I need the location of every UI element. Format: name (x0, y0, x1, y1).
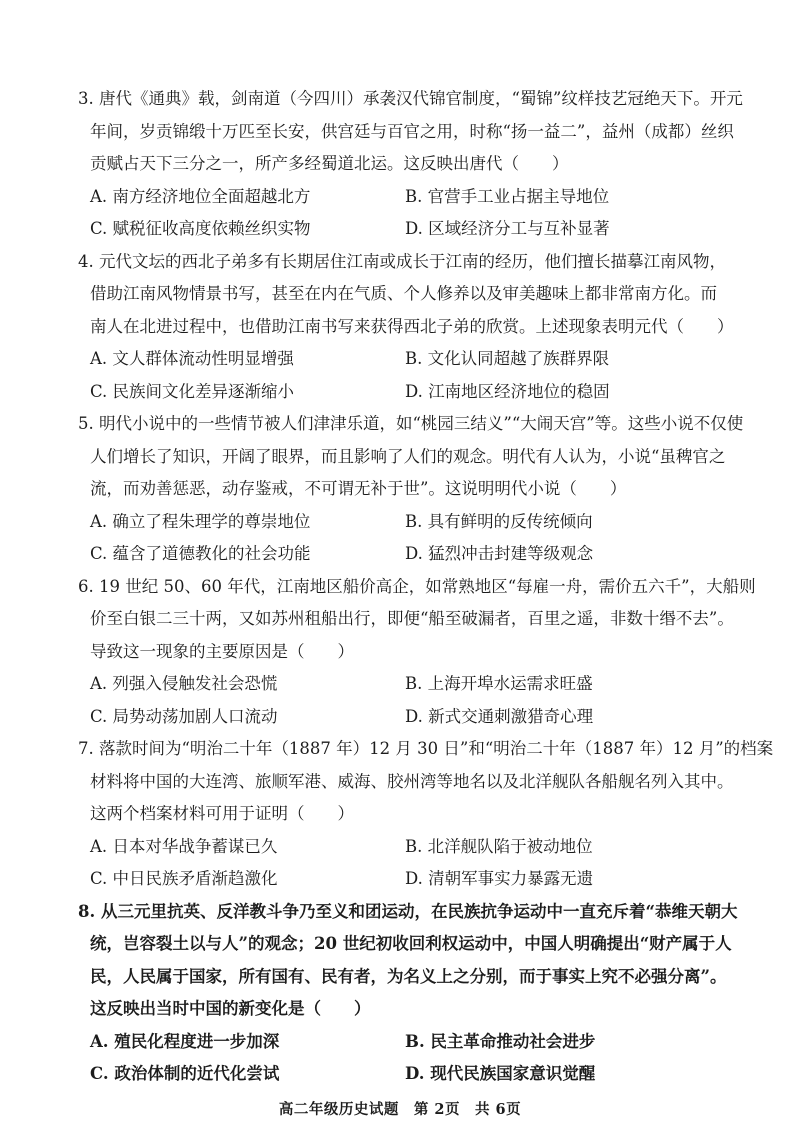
question-stem-line: 统，岂容裂土以与人”的观念；20 世纪初收回利权运动中，中国人明确提出“财产属于人 (90, 934, 732, 953)
question-stem-line: 价至白银二三十两，又如苏州租船出行，即便“船至破漏者，百里之遥，非数十缗不去”。 (90, 609, 734, 628)
answer-option[interactable]: D. 清朝军事实力暴露无遗 (405, 869, 594, 888)
question-stem-line: 6. 19 世纪 50、60 年代，江南地区船价高企，如常熟地区“每雇一舟，需价五六千”，大船则 (78, 576, 756, 596)
question-stem-line: 南人在北进过程中，也借助江南书写来获得西北子弟的欣赏。上述现象表明元代（ ） (90, 316, 734, 336)
answer-option[interactable]: D. 区域经济分工与互补显著 (405, 219, 610, 238)
answer-option[interactable]: A. 确立了程朱理学的尊崇地位 (90, 511, 311, 531)
answer-option[interactable]: C. 赋税征收高度依赖丝织实物 (90, 219, 311, 238)
answer-option[interactable]: B. 北洋舰队陷于被动地位 (405, 836, 593, 856)
question-stem-line: 这反映出当时中国的新变化是（ ） (90, 999, 371, 1018)
question-stem-line: 年间，岁贡锦缎十万匹至长安，供宫廷与百官之用，时称“扬一益二”，益州（成都）丝织 (90, 121, 734, 141)
answer-option[interactable]: A. 殖民化程度进一步加深 (90, 1031, 280, 1051)
answer-option[interactable]: C. 蕴含了道德教化的社会功能 (90, 544, 311, 563)
question-stem-line: 8. 从三元里抗英、反洋教斗争乃至义和团运动，在民族抗争运动中一直充斥着“恭维天朝大 (78, 901, 738, 921)
answer-option[interactable]: C. 民族间文化差异逐渐缩小 (90, 381, 295, 401)
question-stem-line: 3. 唐代《通典》载，剑南道（今四川）承袭汉代锦官制度，“蜀锦”纹样技艺冠绝天下。开元 (78, 89, 743, 108)
question-stem-line: 借助江南风物情景书写，甚至在内在气质、个人修养以及审美趣味上都非常南方化。而 (90, 284, 717, 303)
question-stem-line: 人们增长了知识，开阔了眼界，而且影响了人们的观念。明代有人认为，小说“虽稗官之 (90, 446, 726, 466)
answer-option[interactable]: C. 中日民族矛盾渐趋激化 (90, 869, 278, 888)
answer-option[interactable]: A. 南方经济地位全面超越北方 (90, 186, 311, 206)
answer-option[interactable]: A. 列强入侵触发社会恐慌 (90, 674, 278, 693)
question-stem-line: 7. 落款时间为“明治二十年（1887 年）12 月 30 日”和“明治二十年（1887 年）12 月”的档案 (78, 739, 774, 758)
question-stem-line: 5. 明代小说中的一些情节被人们津津乐道，如“桃园三结义”“大闹天宫”等。这些小说不仅使 (78, 414, 744, 433)
answer-option[interactable]: D. 现代民族国家意识觉醒 (405, 1064, 596, 1083)
answer-option[interactable]: C. 政治体制的近代化尝试 (90, 1064, 280, 1083)
answer-option[interactable]: B. 上海开埠水运需求旺盛 (405, 674, 593, 693)
answer-option[interactable]: B. 官营手工业占据主导地位 (405, 186, 610, 206)
question-stem-line: 贡赋占天下三分之一，所产多经蜀道北运。这反映出唐代（ ） (90, 154, 569, 173)
question-stem-line: 4. 元代文坛的西北子弟多有长期居住江南或成长于江南的经历，他们擅长描摹江南风物， (78, 251, 726, 271)
question-stem-line: 导致这一现象的主要原因是（ ） (90, 641, 354, 661)
answer-option[interactable]: A. 文人群体流动性明显增强 (90, 349, 294, 368)
answer-option[interactable]: B. 文化认同超越了族群界限 (405, 349, 610, 368)
question-stem-line: 材料将中国的大连湾、旅顺军港、威海、胶州湾等地名以及北洋舰队各船舰名列入其中。 (90, 771, 734, 791)
page-footer: 高二年级历史试题 第 2页 共 6页 (278, 1101, 522, 1118)
answer-option[interactable]: D. 江南地区经济地位的稳固 (405, 381, 610, 401)
answer-option[interactable]: D. 猛烈冲击封建等级观念 (405, 544, 594, 563)
question-stem-line: 这两个档案材料可用于证明（ ） (90, 804, 354, 823)
answer-option[interactable]: B. 具有鲜明的反传统倾向 (405, 511, 593, 531)
answer-option[interactable]: C. 局势动荡加剧人口流动 (90, 706, 278, 726)
answer-option[interactable]: A. 日本对华战争蓄谋已久 (90, 836, 278, 856)
question-stem-line: 流，而劝善惩恶，动存鉴戒，不可谓无补于世”。这说明明代小说（ ） (90, 479, 627, 498)
answer-option[interactable]: D. 新式交通刺激猎奇心理 (405, 706, 594, 726)
answer-option[interactable]: B. 民主革命推动社会进步 (405, 1031, 596, 1051)
question-stem-line: 民，人民属于国家，所有国有、民有者，为名义上之分别，而于事实上究不必强分离”。 (90, 966, 727, 986)
